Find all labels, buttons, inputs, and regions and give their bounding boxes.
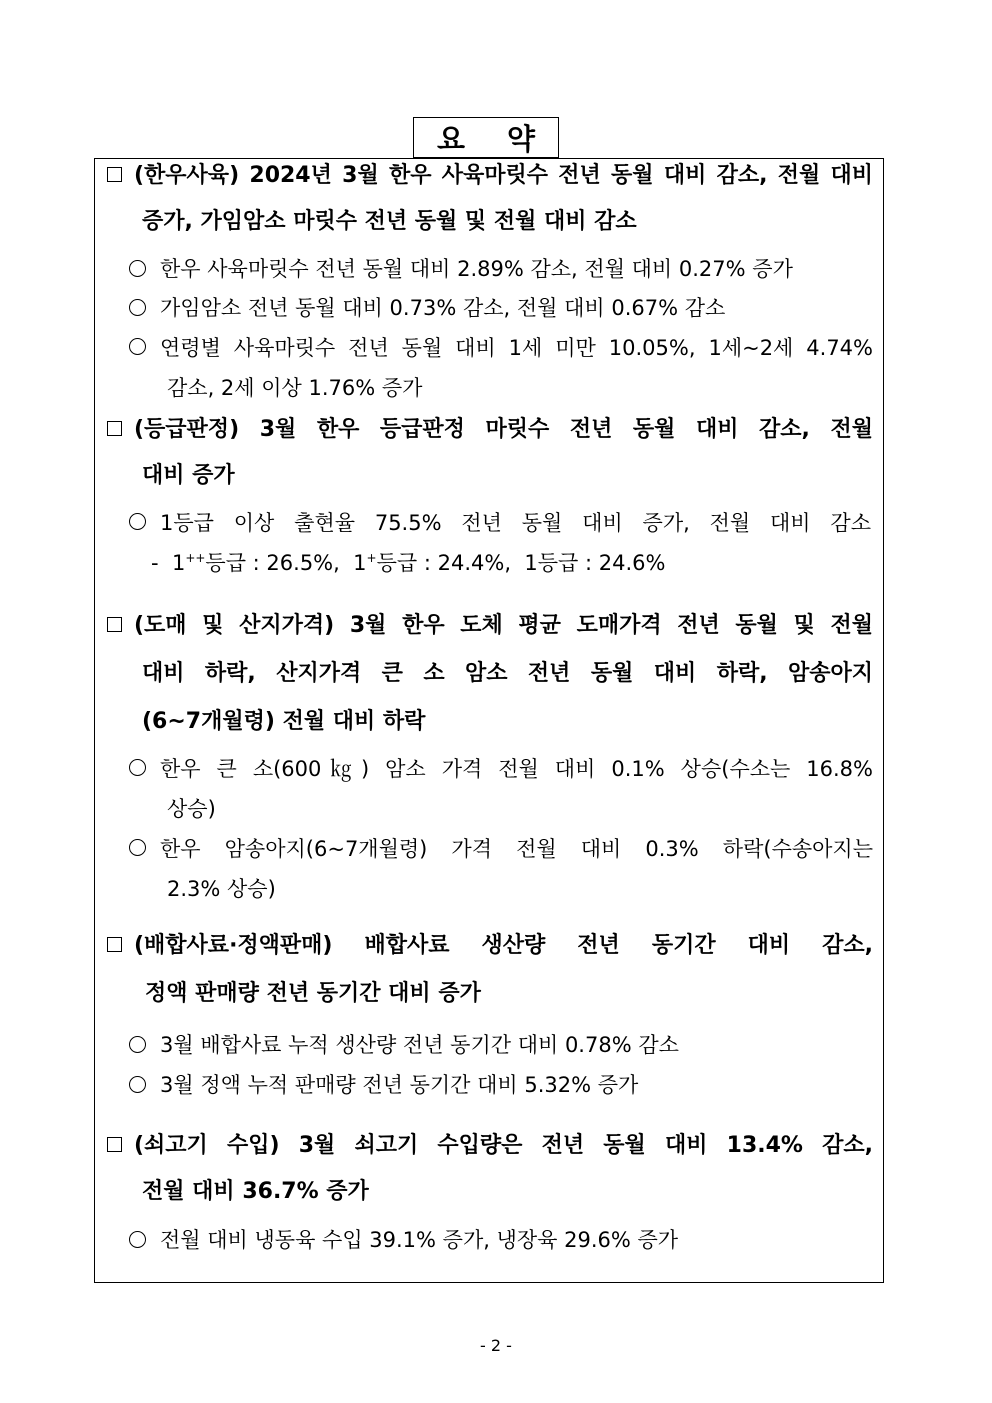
section2-grade-breakdown: - 1++등급 : 26.5%, 1+등급 : 24.4%, 1등급 : 24.6% <box>151 551 666 575</box>
section1-bullet3-cont: 감소, 2세 이상 1.76% 증가 <box>167 376 423 400</box>
circle-bullet-icon <box>129 260 146 277</box>
checkbox-square-icon <box>107 937 122 952</box>
section4-heading-line2: 정액 판매량 전년 동기간 대비 증가 <box>145 981 481 1006</box>
circle-bullet-icon <box>129 1076 146 1093</box>
section3-heading-line1: (도매 및 산지가격) 3월 한우 도체 평균 도매가격 전년 동월 및 전월 <box>107 615 873 637</box>
section1-bullet1: 한우 사육마릿수 전년 동월 대비 2.89% 감소, 전월 대비 0.27% 증가 <box>129 259 793 280</box>
section5-bullet: 전월 대비 냉동육 수입 39.1% 증가, 냉장육 29.6% 증가 <box>129 1230 678 1251</box>
section5-heading-line1: (쇠고기 수입) 3월 쇠고기 수입량은 전년 동월 대비 13.4% 감소, <box>107 1135 873 1157</box>
section1-heading-line2: 증가, 가임암소 마릿수 전년 동월 및 전월 대비 감소 <box>142 209 637 234</box>
circle-bullet-icon <box>129 338 146 355</box>
section2-heading-line1: (등급판정) 3월 한우 등급판정 마릿수 전년 동월 대비 감소, 전월 <box>107 419 873 441</box>
checkbox-square-icon <box>107 1137 122 1152</box>
section3-heading-line3: (6~7개월령) 전월 대비 하락 <box>142 709 426 734</box>
circle-bullet-icon <box>129 1036 146 1053</box>
circle-bullet-icon <box>129 299 146 316</box>
circle-bullet-icon <box>129 839 146 856</box>
section3-bullet2-cont: 2.3% 상승) <box>167 877 276 901</box>
summary-title: 요 약 <box>413 117 559 158</box>
circle-bullet-icon <box>129 1231 146 1248</box>
section1-heading-line1: (한우사육) 2024년 3월 한우 사육마릿수 전년 동월 대비 감소, 전월 대비 <box>107 165 873 187</box>
section4-bullet1: 3월 배합사료 누적 생산량 전년 동기간 대비 0.78% 감소 <box>129 1035 679 1056</box>
circle-bullet-icon <box>129 513 146 530</box>
checkbox-square-icon <box>107 421 122 436</box>
section2-heading-line2: 대비 증가 <box>142 463 235 488</box>
checkbox-square-icon <box>107 617 122 632</box>
summary-frame <box>94 158 884 1283</box>
page-number: - 2 - <box>480 1336 512 1355</box>
section1-bullet3: 연령별 사육마릿수 전년 동월 대비 1세 미만 10.05%, 1세~2세 4.74% <box>129 338 873 359</box>
section3-heading-line2: 대비 하락, 산지가격 큰 소 암소 전년 동월 대비 하락, 암송아지 <box>142 661 873 686</box>
section4-bullet2: 3월 정액 누적 판매량 전년 동기간 대비 5.32% 증가 <box>129 1075 638 1096</box>
section3-bullet1-cont: 상승) <box>167 797 216 821</box>
section3-bullet1: 한우 큰 소(600㎏) 암소 가격 전월 대비 0.1% 상승(수소는 16.8% <box>129 759 873 780</box>
section1-bullet2: 가임암소 전년 동월 대비 0.73% 감소, 전월 대비 0.67% 감소 <box>129 298 725 319</box>
circle-bullet-icon <box>129 759 146 776</box>
section2-bullet: 1등급 이상 출현율 75.5% 전년 동월 대비 증가, 전월 대비 감소 <box>129 513 871 534</box>
section3-bullet2: 한우 암송아지(6~7개월령) 가격 전월 대비 0.3% 하락(수송아지는 <box>129 839 873 860</box>
section4-heading-line1: (배합사료·정액판매) 배합사료 생산량 전년 동기간 대비 감소, <box>107 935 873 957</box>
section5-heading-line2: 전월 대비 36.7% 증가 <box>142 1179 369 1204</box>
checkbox-square-icon <box>107 167 122 182</box>
